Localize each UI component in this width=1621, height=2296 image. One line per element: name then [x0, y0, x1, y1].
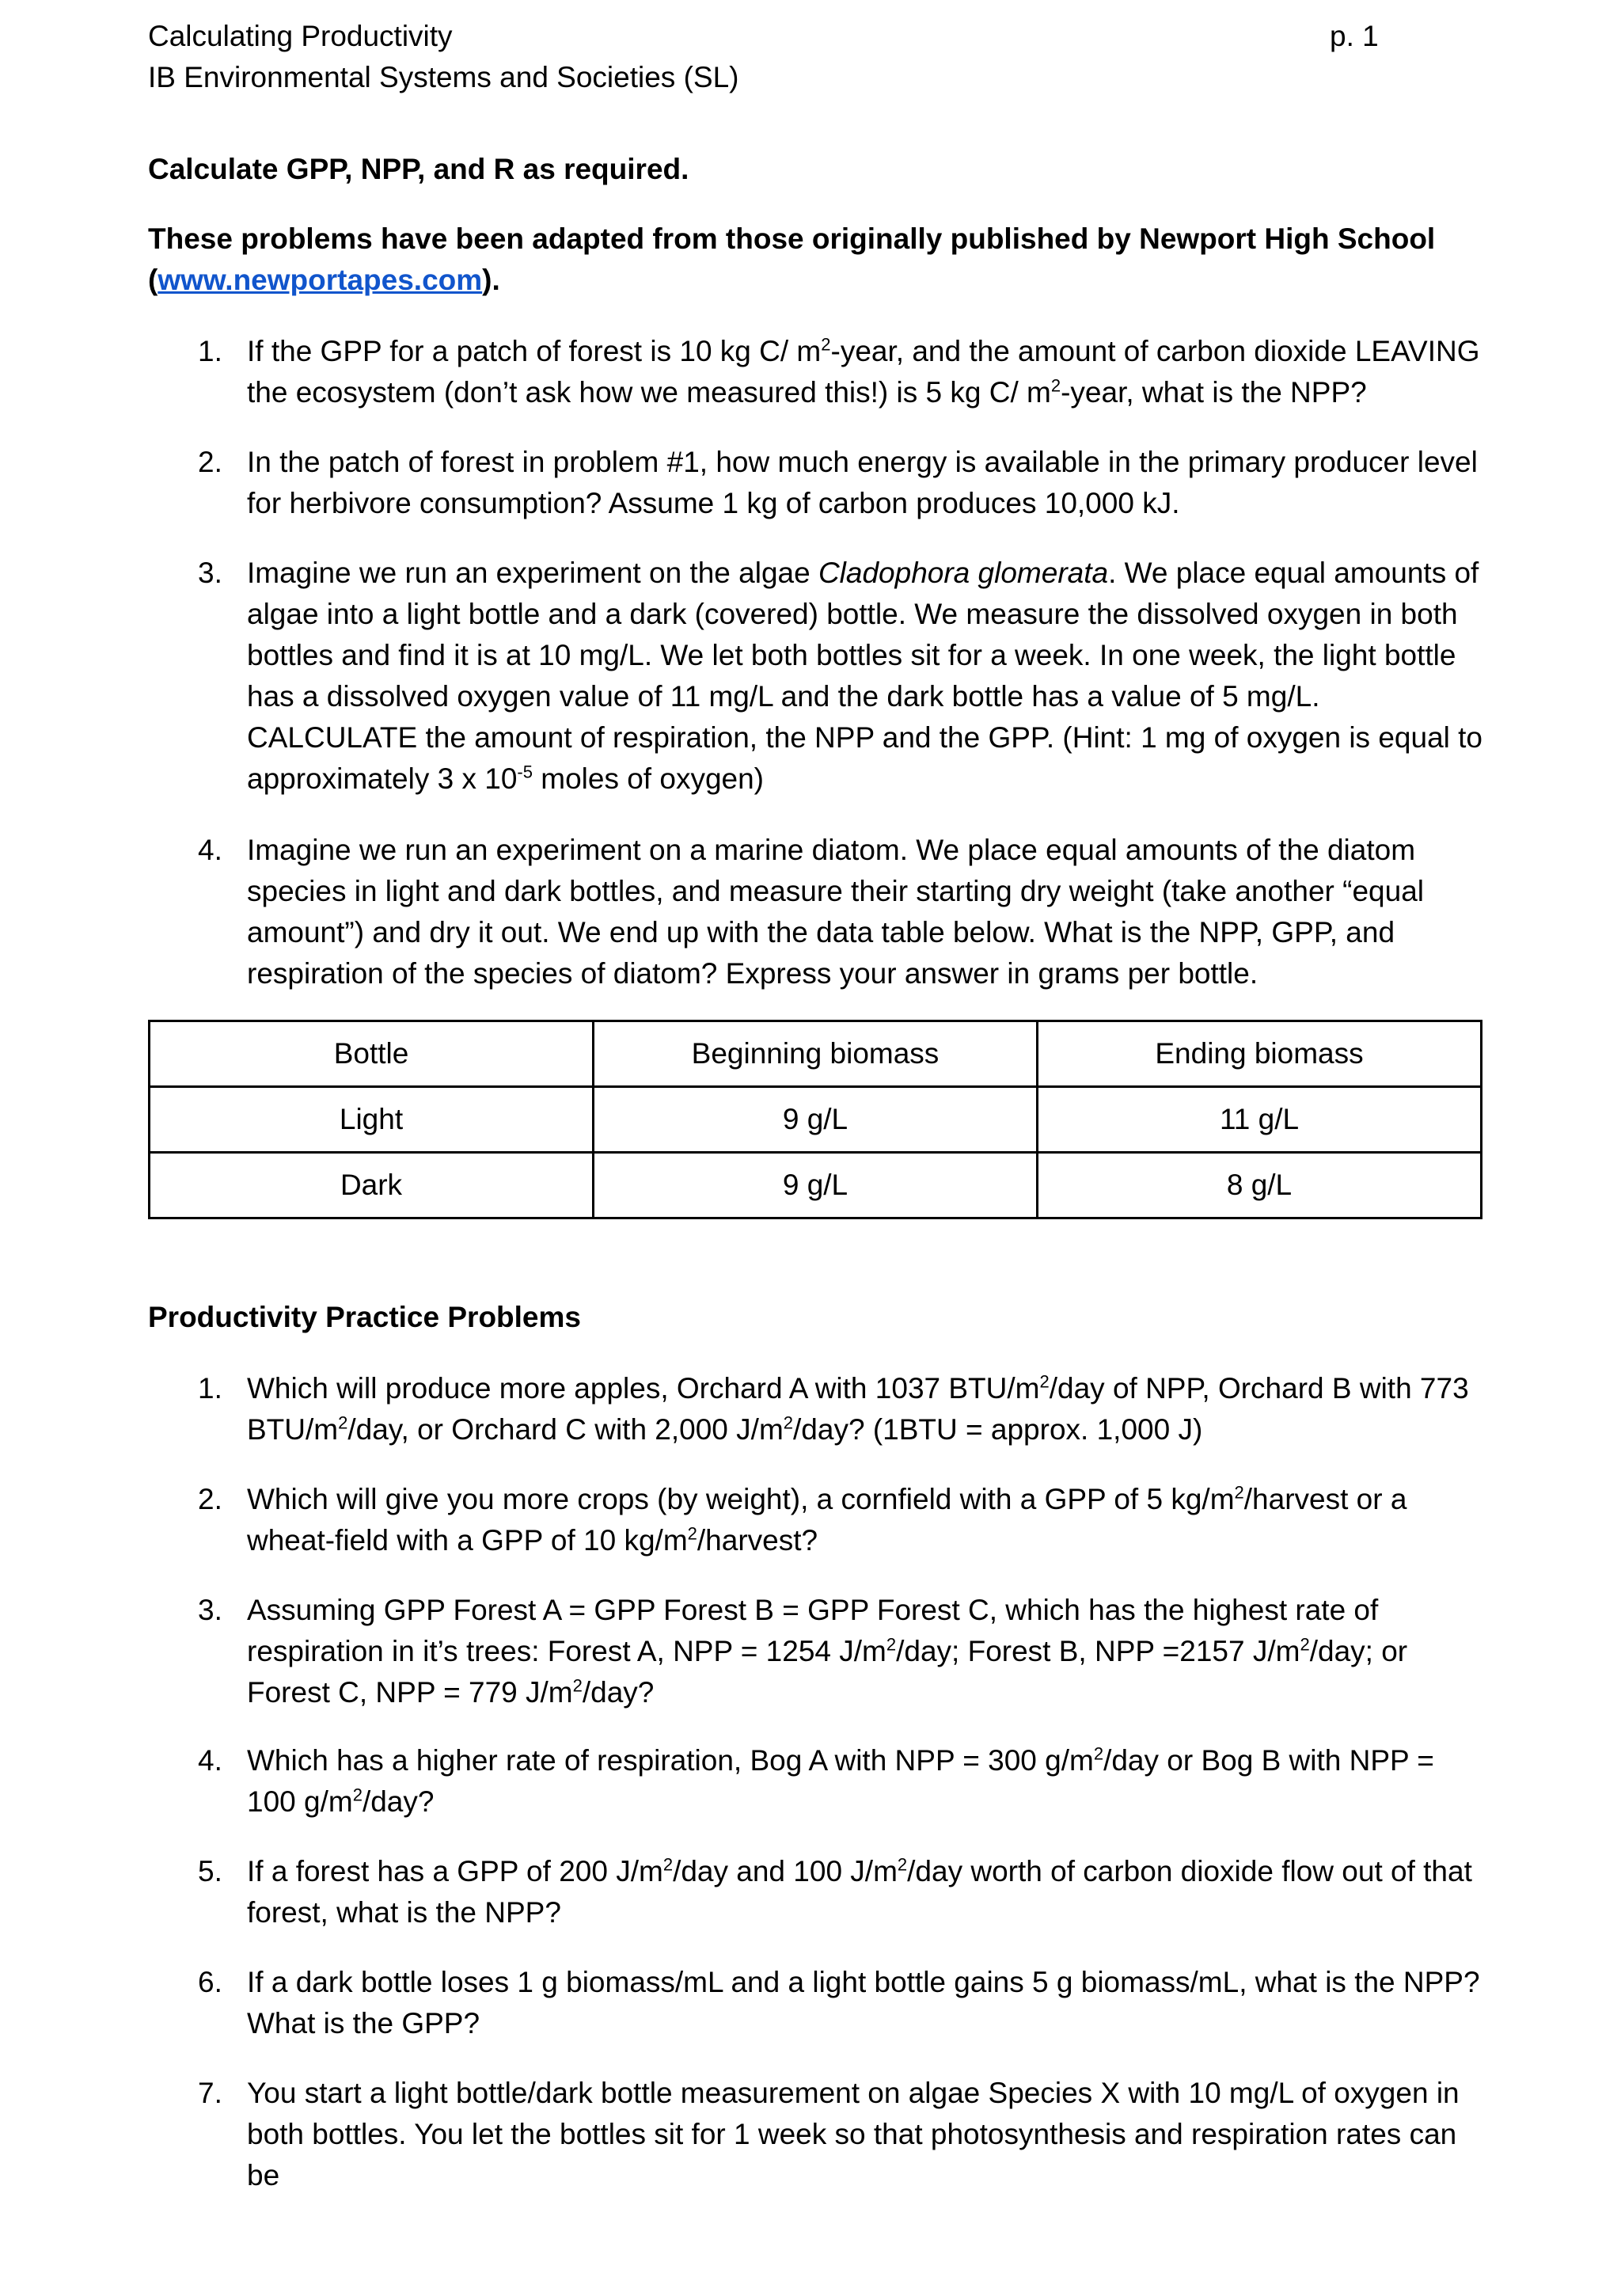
- superscript: 2: [338, 1412, 348, 1433]
- text-part: /day of NPP, Orchard B with 773 BTU/m: [247, 1372, 1469, 1446]
- text-part: If the GPP for a patch of forest is 10 kg C/ m: [247, 335, 822, 367]
- problem-number: 6.: [198, 1966, 222, 1998]
- superscript: 2: [572, 1675, 583, 1696]
- text-part: Which will produce more apples, Orchard A with 1037 BTU/m: [247, 1372, 1040, 1405]
- practice-problem-5: [198, 1851, 1484, 1933]
- instruction-line: Calculate GPP, NPP, and R as required.: [148, 153, 689, 185]
- problem-text: Imagine we run an experiment on a marine diatom. We place equal amounts of the diatom species in light and dark bottles, and measure their starting dry weight (take another “equal amount”) and dry it out. We end up with the data table below. What is the NPP, GPP, and respiration of the species of diatom? Express your answer in grams per bottle.: [247, 834, 1424, 990]
- source-note: [148, 219, 1494, 301]
- superscript: 2: [1234, 1482, 1244, 1503]
- table-row: [150, 1153, 1482, 1218]
- problem-3: [198, 553, 1484, 800]
- practice-problem-2: [198, 1479, 1484, 1561]
- text-part: If a forest has a GPP of 200 J/m: [247, 1855, 663, 1887]
- problem-number: 1.: [198, 335, 222, 367]
- problem-text: You start a light bottle/dark bottle measurement on algae Species X with 10 mg/L of oxygen in both bottles. You let the bottles sit for 1 week so that photosynthesis and respiration rates can be: [247, 2077, 1460, 2191]
- problem-text: [247, 1740, 1484, 1823]
- text-part: /harvest or a wheat-field with a GPP of 10 kg/m: [247, 1483, 1407, 1557]
- problem-number: 3.: [198, 1594, 222, 1626]
- superscript: 2: [352, 1785, 363, 1805]
- text-part: -year, what is the NPP?: [1061, 376, 1367, 409]
- section-heading: Productivity Practice Problems: [148, 1301, 581, 1333]
- table-row: [150, 1087, 1482, 1153]
- source-note-text: These problems have been adapted from those originally published by Newport High School: [148, 222, 1436, 255]
- superscript: 2: [783, 1412, 794, 1433]
- problem-4: [198, 830, 1484, 994]
- table-cell: 9 g/L: [594, 1153, 1038, 1218]
- text-part: /day; Forest B, NPP =2157 J/m: [896, 1635, 1300, 1667]
- problem-number: 3.: [198, 557, 222, 589]
- superscript: 2: [1050, 375, 1061, 396]
- text-part: /harvest?: [697, 1524, 818, 1557]
- text-part: Which will give you more crops (by weight), a cornfield with a GPP of 5 kg/m: [247, 1483, 1235, 1515]
- problem-text: In the patch of forest in problem #1, how much energy is available in the primary producer level for herbivore consumption? Assume 1 kg of carbon produces 10,000 kJ.: [247, 446, 1478, 519]
- practice-problem-3: [198, 1590, 1484, 1713]
- table-cell: Light: [150, 1087, 594, 1153]
- text-part: Which has a higher rate of respiration, Bog A with NPP = 300 g/m: [247, 1744, 1094, 1777]
- problem-2: [198, 442, 1484, 524]
- text-part: /day worth of carbon dioxide flow out of that forest, what is the NPP?: [247, 1855, 1472, 1929]
- text-part: moles of oxygen): [532, 762, 764, 795]
- problem-number: 7.: [198, 2077, 222, 2109]
- text-part: /day, or Orchard C with 2,000 J/m: [347, 1413, 784, 1446]
- superscript: 2: [687, 1523, 697, 1544]
- table-header-cell: Bottle: [150, 1021, 594, 1087]
- text-part: /day? (1BTU = approx. 1,000 J): [793, 1413, 1203, 1446]
- page-number: p. 1: [1330, 20, 1379, 52]
- problem-text: [247, 1590, 1484, 1713]
- superscript: 2: [1039, 1371, 1050, 1392]
- header-title: Calculating Productivity: [148, 20, 453, 52]
- superscript: 2: [662, 1854, 674, 1875]
- problem-text: [247, 1851, 1484, 1933]
- problem-number: 2.: [198, 1483, 222, 1515]
- problem-text: [247, 1479, 1484, 1561]
- practice-problem-6: [198, 1962, 1484, 2044]
- table-cell: 11 g/L: [1038, 1087, 1482, 1153]
- text-part: /day; or Forest C, NPP = 779 J/m: [247, 1635, 1408, 1709]
- problem-text: If a dark bottle loses 1 g biomass/mL and a light bottle gains 5 g biomass/mL, what is the NPP? What is the GPP?: [247, 1966, 1480, 2039]
- text-part: /day and 100 J/m: [673, 1855, 898, 1887]
- text-part: /day?: [362, 1785, 435, 1818]
- biomass-table: [148, 1020, 1482, 1219]
- problem-number: 5.: [198, 1855, 222, 1887]
- practice-problem-1: [198, 1368, 1484, 1450]
- superscript: -5: [517, 762, 533, 782]
- problem-number: 2.: [198, 446, 222, 478]
- superscript: 2: [821, 334, 831, 355]
- problem-text: [247, 1368, 1484, 1450]
- table-header-row: [150, 1021, 1482, 1087]
- table-cell: 8 g/L: [1038, 1153, 1482, 1218]
- text-part: /day or Bog B with NPP = 100 g/m: [247, 1744, 1434, 1818]
- problem-text: [247, 331, 1484, 413]
- practice-problem-4: [198, 1740, 1484, 1823]
- text-part: . We place equal amounts of algae into a light bottle and a dark (covered) bottle. We measure the dissolved oxygen in both bottles and find it is at 10 mg/L. We let both bottles sit for a week. In one week, the light bottle has a dissolved oxygen value of 11 mg/L and the dark bottle has a value of 5 mg/L. CALCULATE the amount of respiration, the NPP and the GPP. (Hint: 1 mg of oxygen is equal to approximately 3 x 10: [247, 557, 1483, 795]
- table-cell: 9 g/L: [594, 1087, 1038, 1153]
- source-link[interactable]: www.newportapes.com: [158, 264, 483, 296]
- problem-number: 4.: [198, 834, 222, 866]
- problem-text: [247, 553, 1484, 800]
- problem-number: 4.: [198, 1744, 222, 1777]
- paren-open: (: [148, 264, 158, 296]
- table-cell: Dark: [150, 1153, 594, 1218]
- paren-close: ).: [482, 264, 500, 296]
- table-header-cell: Ending biomass: [1038, 1021, 1482, 1087]
- text-part: -year, and the amount of carbon dioxide LEAVING the ecosystem (don’t ask how we measured this!) is 5 kg C/ m: [247, 335, 1480, 409]
- superscript: 2: [1300, 1634, 1310, 1655]
- problem-1: [198, 331, 1484, 413]
- text-part: Imagine we run an experiment on the algae: [247, 557, 818, 589]
- superscript: 2: [886, 1634, 897, 1655]
- header-course: IB Environmental Systems and Societies (SL): [148, 61, 739, 93]
- superscript: 2: [897, 1854, 908, 1875]
- table-header-cell: Beginning biomass: [594, 1021, 1038, 1087]
- text-part: Assuming GPP Forest A = GPP Forest B = GPP Forest C, which has the highest rate of respiration in it’s trees: Forest A, NPP = 1254 J/m: [247, 1594, 1379, 1667]
- practice-problem-7: [198, 2073, 1484, 2196]
- text-part: /day?: [582, 1676, 655, 1709]
- problem-number: 1.: [198, 1372, 222, 1405]
- species-name: Cladophora glomerata: [818, 557, 1109, 589]
- superscript: 2: [1093, 1743, 1104, 1764]
